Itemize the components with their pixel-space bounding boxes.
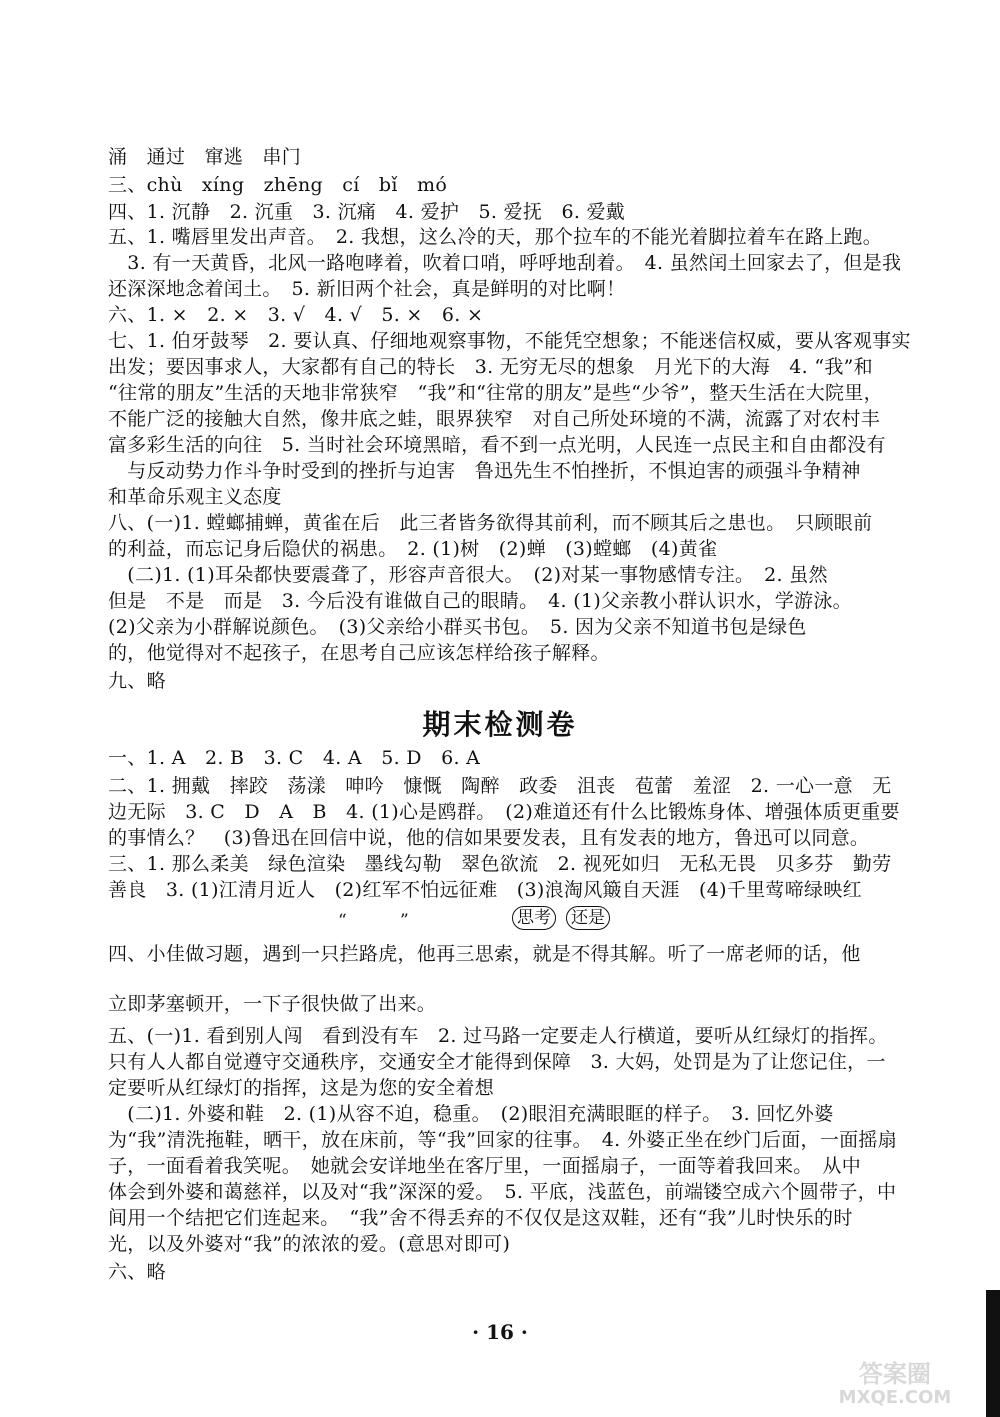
text-line: 二、1. 拥戴 摔跤 荡漾 呻吟 慷慨 陶醉 政委 沮丧 苞蕾 羞涩 2. 一心一意 无: [108, 775, 892, 797]
text-line: 九、略: [108, 670, 166, 692]
text-line: 的利益，而忘记身后隐伏的祸患。 2. (1)树 (2)蝉 (3)螳螂 (4)黄雀: [108, 538, 718, 560]
text-line: 五、1. 嘴唇里发出声音。 2. 我想，这么冷的天，那个拉车的不能光着脚拉着车在路上跑。: [108, 226, 883, 248]
text-line: 涌 通过 窜逃 串门: [108, 146, 302, 168]
text-line: (二)1. (1)耳朵都快要震聋了，形容声音很大。 (2)对某一事物感情专注。 2. 虽然: [108, 564, 828, 586]
text-line: 子，一面看着我笑呢。 她就会安详地坐在客厅里，一面摇扇子，一面等着我回来。 从中: [108, 1155, 862, 1177]
text-line: 八、(一)1. 螳螂捕蝉，黄雀在后 此三者皆务欲得其前利，而不顾其后之患也。 只顾眼前: [108, 512, 873, 534]
text-line: 一、1. A 2. B 3. C 4. A 5. D 6. A: [108, 747, 481, 769]
text-line: 定要听从红绿灯的指挥，这是为您的安全着想: [108, 1077, 495, 1099]
quote-mark-correction: “: [338, 911, 347, 931]
text-line: 为“我”清洗拖鞋，晒干，放在床前，等“我”回家的往事。 4. 外婆正坐在纱门后面，一面摇扇: [108, 1129, 898, 1151]
text-line: 与反动势力作斗争时受到的挫折与迫害 鲁迅先生不怕挫折，不惧迫害的顽强斗争精神: [108, 460, 861, 482]
text-line: 但是 不是 而是 3. 今后没有谁做自己的眼睛。 4. (1)父亲教小群认识水，学游泳。: [108, 590, 852, 612]
text-line: 间用一个结把它们连起来。 “我”舍不得丢弃的不仅仅是这双鞋，还有“我”儿时快乐的时: [108, 1207, 853, 1229]
text-line: 不能广泛的接触大自然，像井底之蛙，眼界狭窄 对自己所处环境的不满，流露了对农村丰: [108, 408, 881, 430]
text-line: 七、1. 伯牙鼓琴 2. 要认真、仔细地观察事物，不能凭空想象；不能迷信权威，要从客观事实: [108, 330, 911, 352]
quote-mark-correction: ”: [400, 911, 409, 931]
text-line: 体会到外婆和蔼慈祥，以及对“我”深深的爱。 5. 平底，浅蓝色，前端镂空成六个圆带子，中: [108, 1181, 897, 1203]
watermark: [810, 1362, 980, 1412]
watermark-text: 答案圈: [859, 1360, 931, 1388]
page-number: · 16 ·: [472, 1320, 528, 1344]
text-line: 和革命乐观主义态度: [108, 486, 282, 508]
text-line: 三、1. 那么柔美 绿色渲染 墨线勾勒 翠色欲流 2. 视死如归 无私无畏 贝多芬 勤劳: [108, 853, 892, 875]
text-line: 3. 有一天黄昏，北风一路咆哮着，吹着口哨，呼呼地刮着。 4. 虽然闰土回家去了，但是我: [108, 252, 902, 274]
text-line: 出发；要因事求人，大家都有自己的特长 3. 无穷无尽的想象 月光下的大海 4. “我”和: [108, 356, 873, 378]
correction-circled-word: 思考: [512, 906, 556, 930]
text-line: 立即茅塞顿开，一下子很快做了出来。: [108, 993, 437, 1015]
text-line: 光，以及外婆对“我”的浓浓的爱。(意思对即可): [108, 1233, 511, 1255]
text-line: 还深深地念着闰土。 5. 新旧两个社会，真是鲜明的对比啊！: [108, 278, 626, 300]
text-line: 六、略: [108, 1261, 166, 1283]
text-line: 六、1. × 2. × 3. √ 4. √ 5. × 6. ×: [108, 304, 484, 326]
text-line: 善良 3. (1)江清月近人 (2)红军不怕远征难 (3)浪淘风簸自天涯 (4)千里莺啼绿映红: [108, 879, 862, 901]
watermark-url: MXQE.COM: [838, 1387, 952, 1408]
text-line: (二)1. 外婆和鞋 2. (1)从容不迫，稳重。 (2)眼泪充满眼眶的样子。 3. 回忆外婆: [108, 1103, 834, 1125]
text-line: 四、小佳做习题，遇到一只拦路虎，他再三思索，就是不得其解。听了一席老师的话，他: [108, 943, 861, 965]
page-edge-bar: [986, 1290, 1000, 1417]
text-line: 五、(一)1. 看到别人闯 看到没有车 2. 过马路一定要走人行横道，要听从红绿灯的指挥。: [108, 1025, 888, 1047]
text-line: 边无际 3. C D A B 4. (1)心是鸥群。 (2)难道还有什么比锻炼身体、增强体质更重要: [108, 801, 900, 823]
text-line: 的事情么？ (3)鲁迅在回信中说，他的信如果要发表，且有发表的地方，鲁迅可以同意。: [108, 827, 870, 849]
text-line: 三、chù xíng zhēng cí bǐ mó: [108, 174, 448, 196]
correction-circled-word: 还是: [566, 906, 610, 930]
text-line: 的，他觉得对不起孩子，在思考自己应该怎样给孩子解释。: [108, 642, 610, 664]
text-line: 只有人人都自觉遵守交通秩序，交通安全才能得到保障 3. 大妈，处罚是为了让您记住，一: [108, 1051, 886, 1073]
text-line: 富多彩生活的向往 5. 当时社会环境黑暗，看不到一点光明，人民连一点民主和自由都没有: [108, 434, 886, 456]
text-line: “往常的朋友”生活的天地非常狭窄 “我”和“往常的朋友”是些“少爷”，整天生活在大院里，: [108, 382, 883, 404]
text-line: (2)父亲为小群解说颜色。 (3)父亲给小群买书包。 5. 因为父亲不知道书包是绿色: [108, 616, 807, 638]
section-title: 期末检测卷: [422, 708, 578, 741]
text-line: 四、1. 沉静 2. 沉重 3. 沉痛 4. 爱护 5. 爱抚 6. 爱戴: [108, 201, 626, 223]
